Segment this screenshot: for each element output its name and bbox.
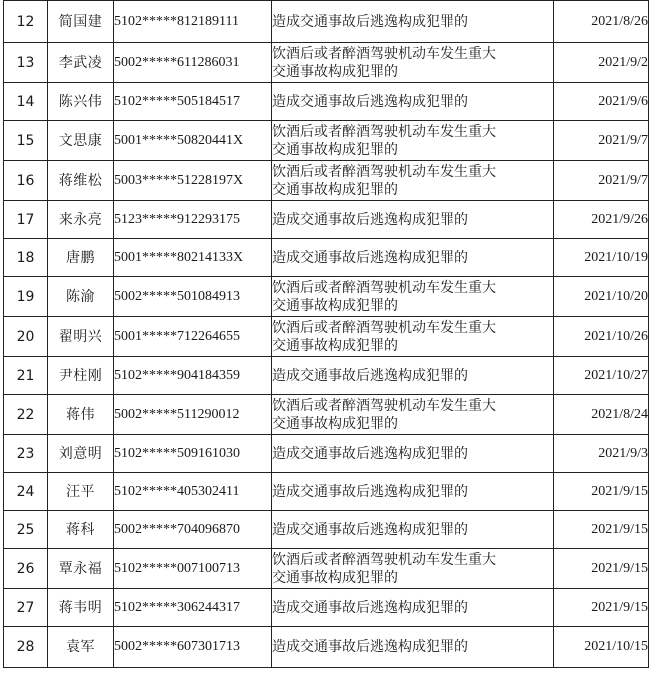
offense-line: 造成交通事故后逃逸构成犯罪的 — [272, 93, 468, 110]
record-date: 2021/9/15 — [554, 511, 649, 549]
person-name: 文思康 — [48, 121, 114, 161]
table-row — [4, 589, 649, 627]
offense-line: 饮酒后或者醉酒驾驶机动车发生重大 — [272, 123, 496, 140]
row-number: 17 — [4, 201, 48, 239]
offense-line: 造成交通事故后逃逸构成犯罪的 — [272, 599, 468, 616]
person-name: 蒋伟 — [48, 395, 114, 435]
record-date: 2021/9/15 — [554, 549, 649, 589]
record-date: 2021/10/27 — [554, 357, 649, 395]
id-number: 5002*****611286031 — [114, 43, 272, 83]
person-name: 蒋维松 — [48, 161, 114, 201]
record-date: 2021/9/3 — [554, 435, 649, 473]
row-number: 28 — [4, 627, 48, 668]
id-number: 5123*****912293175 — [114, 201, 272, 239]
row-number: 18 — [4, 239, 48, 277]
record-date: 2021/10/19 — [554, 239, 649, 277]
offense-description — [272, 83, 554, 121]
row-number: 23 — [4, 435, 48, 473]
offense-line: 饮酒后或者醉酒驾驶机动车发生重大 — [272, 163, 496, 180]
record-date: 2021/9/26 — [554, 201, 649, 239]
table-row — [4, 317, 649, 357]
offense-line: 造成交通事故后逃逸构成犯罪的 — [272, 211, 468, 228]
offense-description — [272, 357, 554, 395]
row-number: 24 — [4, 473, 48, 511]
person-name: 蒋科 — [48, 511, 114, 549]
offense-line: 造成交通事故后逃逸构成犯罪的 — [272, 521, 468, 538]
id-number: 5102*****505184517 — [114, 83, 272, 121]
offense-line: 交通事故构成犯罪的 — [272, 297, 398, 314]
row-number: 16 — [4, 161, 48, 201]
offense-line: 饮酒后或者醉酒驾驶机动车发生重大 — [272, 45, 496, 62]
record-date: 2021/9/15 — [554, 473, 649, 511]
table-row — [4, 277, 649, 317]
table-row — [4, 1, 649, 43]
person-name: 汪平 — [48, 473, 114, 511]
offense-description — [272, 473, 554, 511]
table-row — [4, 201, 649, 239]
id-number: 5102*****405302411 — [114, 473, 272, 511]
record-date: 2021/9/7 — [554, 121, 649, 161]
offense-line: 造成交通事故后逃逸构成犯罪的 — [272, 445, 468, 462]
record-date: 2021/9/15 — [554, 589, 649, 627]
record-date: 2021/8/24 — [554, 395, 649, 435]
person-name: 简国建 — [48, 1, 114, 43]
offense-line: 交通事故构成犯罪的 — [272, 337, 398, 354]
id-number: 5001*****50820441X — [114, 121, 272, 161]
id-number: 5002*****501084913 — [114, 277, 272, 317]
person-name: 覃永福 — [48, 549, 114, 589]
id-number: 5102*****812189111 — [114, 1, 272, 43]
offense-line: 造成交通事故后逃逸构成犯罪的 — [272, 483, 468, 500]
id-number: 5002*****607301713 — [114, 627, 272, 668]
record-date: 2021/10/26 — [554, 317, 649, 357]
person-name: 刘意明 — [48, 435, 114, 473]
id-number: 5001*****80214133X — [114, 239, 272, 277]
id-number: 5002*****511290012 — [114, 395, 272, 435]
table-row — [4, 473, 649, 511]
row-number: 20 — [4, 317, 48, 357]
person-name: 袁军 — [48, 627, 114, 668]
offense-line: 饮酒后或者醉酒驾驶机动车发生重大 — [272, 319, 496, 336]
person-name: 蒋韦明 — [48, 589, 114, 627]
id-number: 5102*****509161030 — [114, 435, 272, 473]
id-number: 5102*****306244317 — [114, 589, 272, 627]
offense-line: 交通事故构成犯罪的 — [272, 181, 398, 198]
offense-line: 饮酒后或者醉酒驾驶机动车发生重大 — [272, 397, 496, 414]
person-name: 来永亮 — [48, 201, 114, 239]
offense-description — [272, 435, 554, 473]
id-number: 5001*****712264655 — [114, 317, 272, 357]
offense-description — [272, 277, 554, 317]
offense-description — [272, 121, 554, 161]
person-name: 陈兴伟 — [48, 83, 114, 121]
offense-description — [272, 549, 554, 589]
record-date: 2021/8/26 — [554, 1, 649, 43]
table-row — [4, 395, 649, 435]
table-row — [4, 357, 649, 395]
record-date: 2021/9/6 — [554, 83, 649, 121]
offense-description — [272, 201, 554, 239]
offense-line: 交通事故构成犯罪的 — [272, 63, 398, 80]
person-name: 陈渝 — [48, 277, 114, 317]
offense-description — [272, 511, 554, 549]
table-row — [4, 435, 649, 473]
record-date: 2021/10/15 — [554, 627, 649, 668]
table-row — [4, 549, 649, 589]
person-name: 翟明兴 — [48, 317, 114, 357]
table-row — [4, 239, 649, 277]
table-row — [4, 161, 649, 201]
offense-line: 交通事故构成犯罪的 — [272, 415, 398, 432]
offense-line: 造成交通事故后逃逸构成犯罪的 — [272, 249, 468, 266]
offense-line: 造成交通事故后逃逸构成犯罪的 — [272, 367, 468, 384]
records-body — [4, 1, 649, 668]
id-number: 5102*****904184359 — [114, 357, 272, 395]
offense-description — [272, 43, 554, 83]
offense-description — [272, 395, 554, 435]
record-date: 2021/10/20 — [554, 277, 649, 317]
id-number: 5003*****51228197X — [114, 161, 272, 201]
id-number: 5102*****007100713 — [114, 549, 272, 589]
id-number: 5002*****704096870 — [114, 511, 272, 549]
row-number: 15 — [4, 121, 48, 161]
row-number: 19 — [4, 277, 48, 317]
row-number: 14 — [4, 83, 48, 121]
offense-description — [272, 317, 554, 357]
row-number: 25 — [4, 511, 48, 549]
offense-line: 交通事故构成犯罪的 — [272, 141, 398, 158]
offense-line: 造成交通事故后逃逸构成犯罪的 — [272, 13, 468, 30]
person-name: 唐鹏 — [48, 239, 114, 277]
offense-line: 饮酒后或者醉酒驾驶机动车发生重大 — [272, 279, 496, 296]
person-name: 尹柱刚 — [48, 357, 114, 395]
row-number: 12 — [4, 1, 48, 43]
table-row — [4, 121, 649, 161]
row-number: 26 — [4, 549, 48, 589]
offense-line: 饮酒后或者醉酒驾驶机动车发生重大 — [272, 551, 496, 568]
offense-description — [272, 1, 554, 43]
row-number: 27 — [4, 589, 48, 627]
table-row — [4, 83, 649, 121]
row-number: 22 — [4, 395, 48, 435]
person-name: 李武凌 — [48, 43, 114, 83]
row-number: 13 — [4, 43, 48, 83]
row-number: 21 — [4, 357, 48, 395]
offense-line: 造成交通事故后逃逸构成犯罪的 — [272, 639, 468, 655]
offense-description — [272, 627, 554, 668]
offense-description — [272, 161, 554, 201]
offense-description — [272, 589, 554, 627]
table-row — [4, 511, 649, 549]
record-date: 2021/9/2 — [554, 43, 649, 83]
offense-line: 交通事故构成犯罪的 — [272, 569, 398, 586]
record-date: 2021/9/7 — [554, 161, 649, 201]
offense-description — [272, 239, 554, 277]
table-row — [4, 43, 649, 83]
table-row — [4, 627, 649, 668]
records-table — [3, 0, 649, 668]
